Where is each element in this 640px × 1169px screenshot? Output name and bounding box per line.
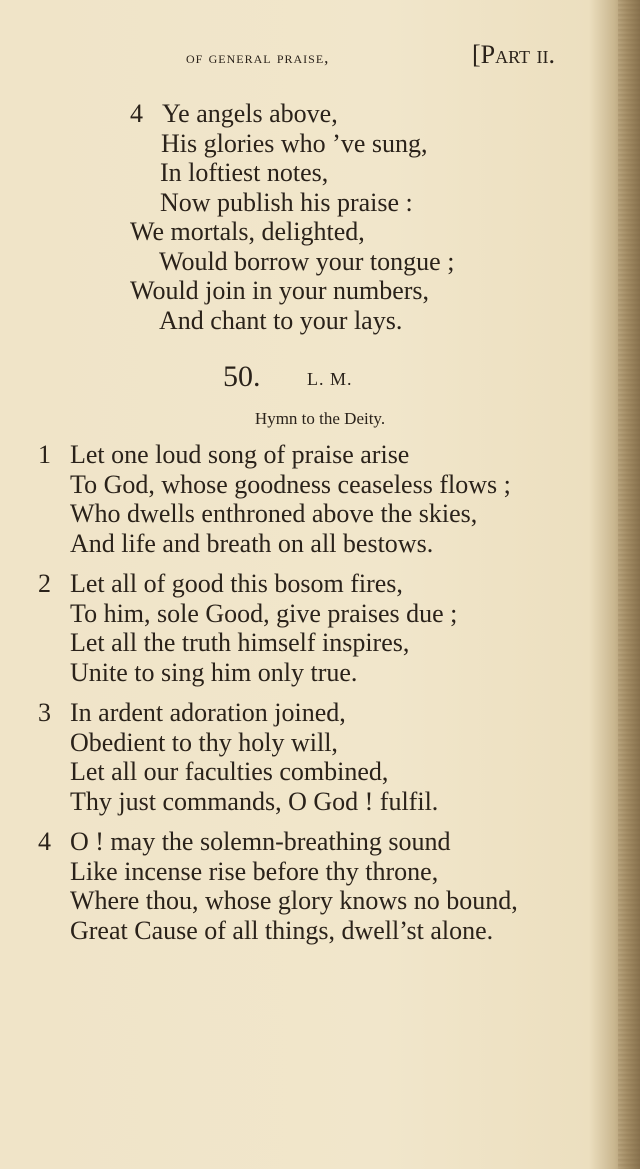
stanza	[70, 698, 438, 816]
verse-line: To him, sole Good, give praises due ;	[70, 598, 458, 628]
stanza-previous	[0, 99, 454, 335]
verse-line: Let one loud song of praise arise	[70, 440, 410, 469]
verse-line: To God, whose goodness ceaseless flows ;	[70, 469, 511, 499]
verse-line: Let all of good this bosom fires,	[70, 569, 403, 598]
stanza-number: 2	[38, 569, 51, 598]
verse-line: His glories who ’ve sung,	[161, 128, 428, 158]
stanza	[70, 440, 511, 558]
verse-line: In ardent adoration joined,	[70, 698, 346, 727]
verse-line: Where thou, whose glory knows no bound,	[70, 886, 518, 915]
part-label: Part ii.	[480, 40, 556, 69]
verse-line: Unite to sing him only true.	[70, 657, 358, 687]
verse-line: Obedient to thy holy will,	[70, 727, 338, 757]
verse-line: Who dwells enthroned above the skies,	[70, 499, 478, 528]
verse-line: Thy just commands, O God ! fulfil.	[70, 786, 439, 816]
verse-line: We mortals, delighted,	[130, 217, 365, 246]
verse-line: Let all our faculties combined,	[70, 757, 389, 786]
verse-line: Great Cause of all things, dwell’st alone.	[70, 915, 494, 945]
stanza-number: 3	[38, 698, 51, 727]
verse-line: Would borrow your tongue ;	[159, 246, 455, 276]
page-header	[0, 40, 640, 80]
verse-line: And chant to your lays.	[159, 305, 403, 335]
hymn-number: 50.	[223, 360, 261, 393]
part-heading	[472, 40, 555, 70]
running-head: of general praise,	[186, 48, 330, 67]
verse-line: O ! may the solemn-breathing sound	[70, 827, 451, 856]
verse-line: In loftiest notes,	[160, 158, 329, 187]
stanza-number: 1	[38, 440, 51, 469]
stanza-number: 4	[130, 99, 143, 128]
verse-line: Now publish his praise :	[160, 187, 413, 217]
hymn-title: Hymn to the Deity.	[254, 409, 386, 428]
stanza-number: 4	[38, 827, 51, 856]
part-bracket: [	[472, 40, 481, 69]
stanza	[70, 569, 457, 687]
verse-line: And life and breath on all bestows.	[70, 528, 434, 558]
stanza	[70, 827, 518, 945]
verse-line: Like incense rise before thy throne,	[70, 856, 439, 886]
verse-line: Would join in your numbers,	[130, 276, 430, 305]
verse-line: Let all the truth himself inspires,	[70, 628, 410, 657]
page-edge	[618, 0, 640, 1169]
verse-line: Ye angels above,	[162, 99, 338, 128]
hymn-meter: L. M.	[307, 369, 353, 389]
